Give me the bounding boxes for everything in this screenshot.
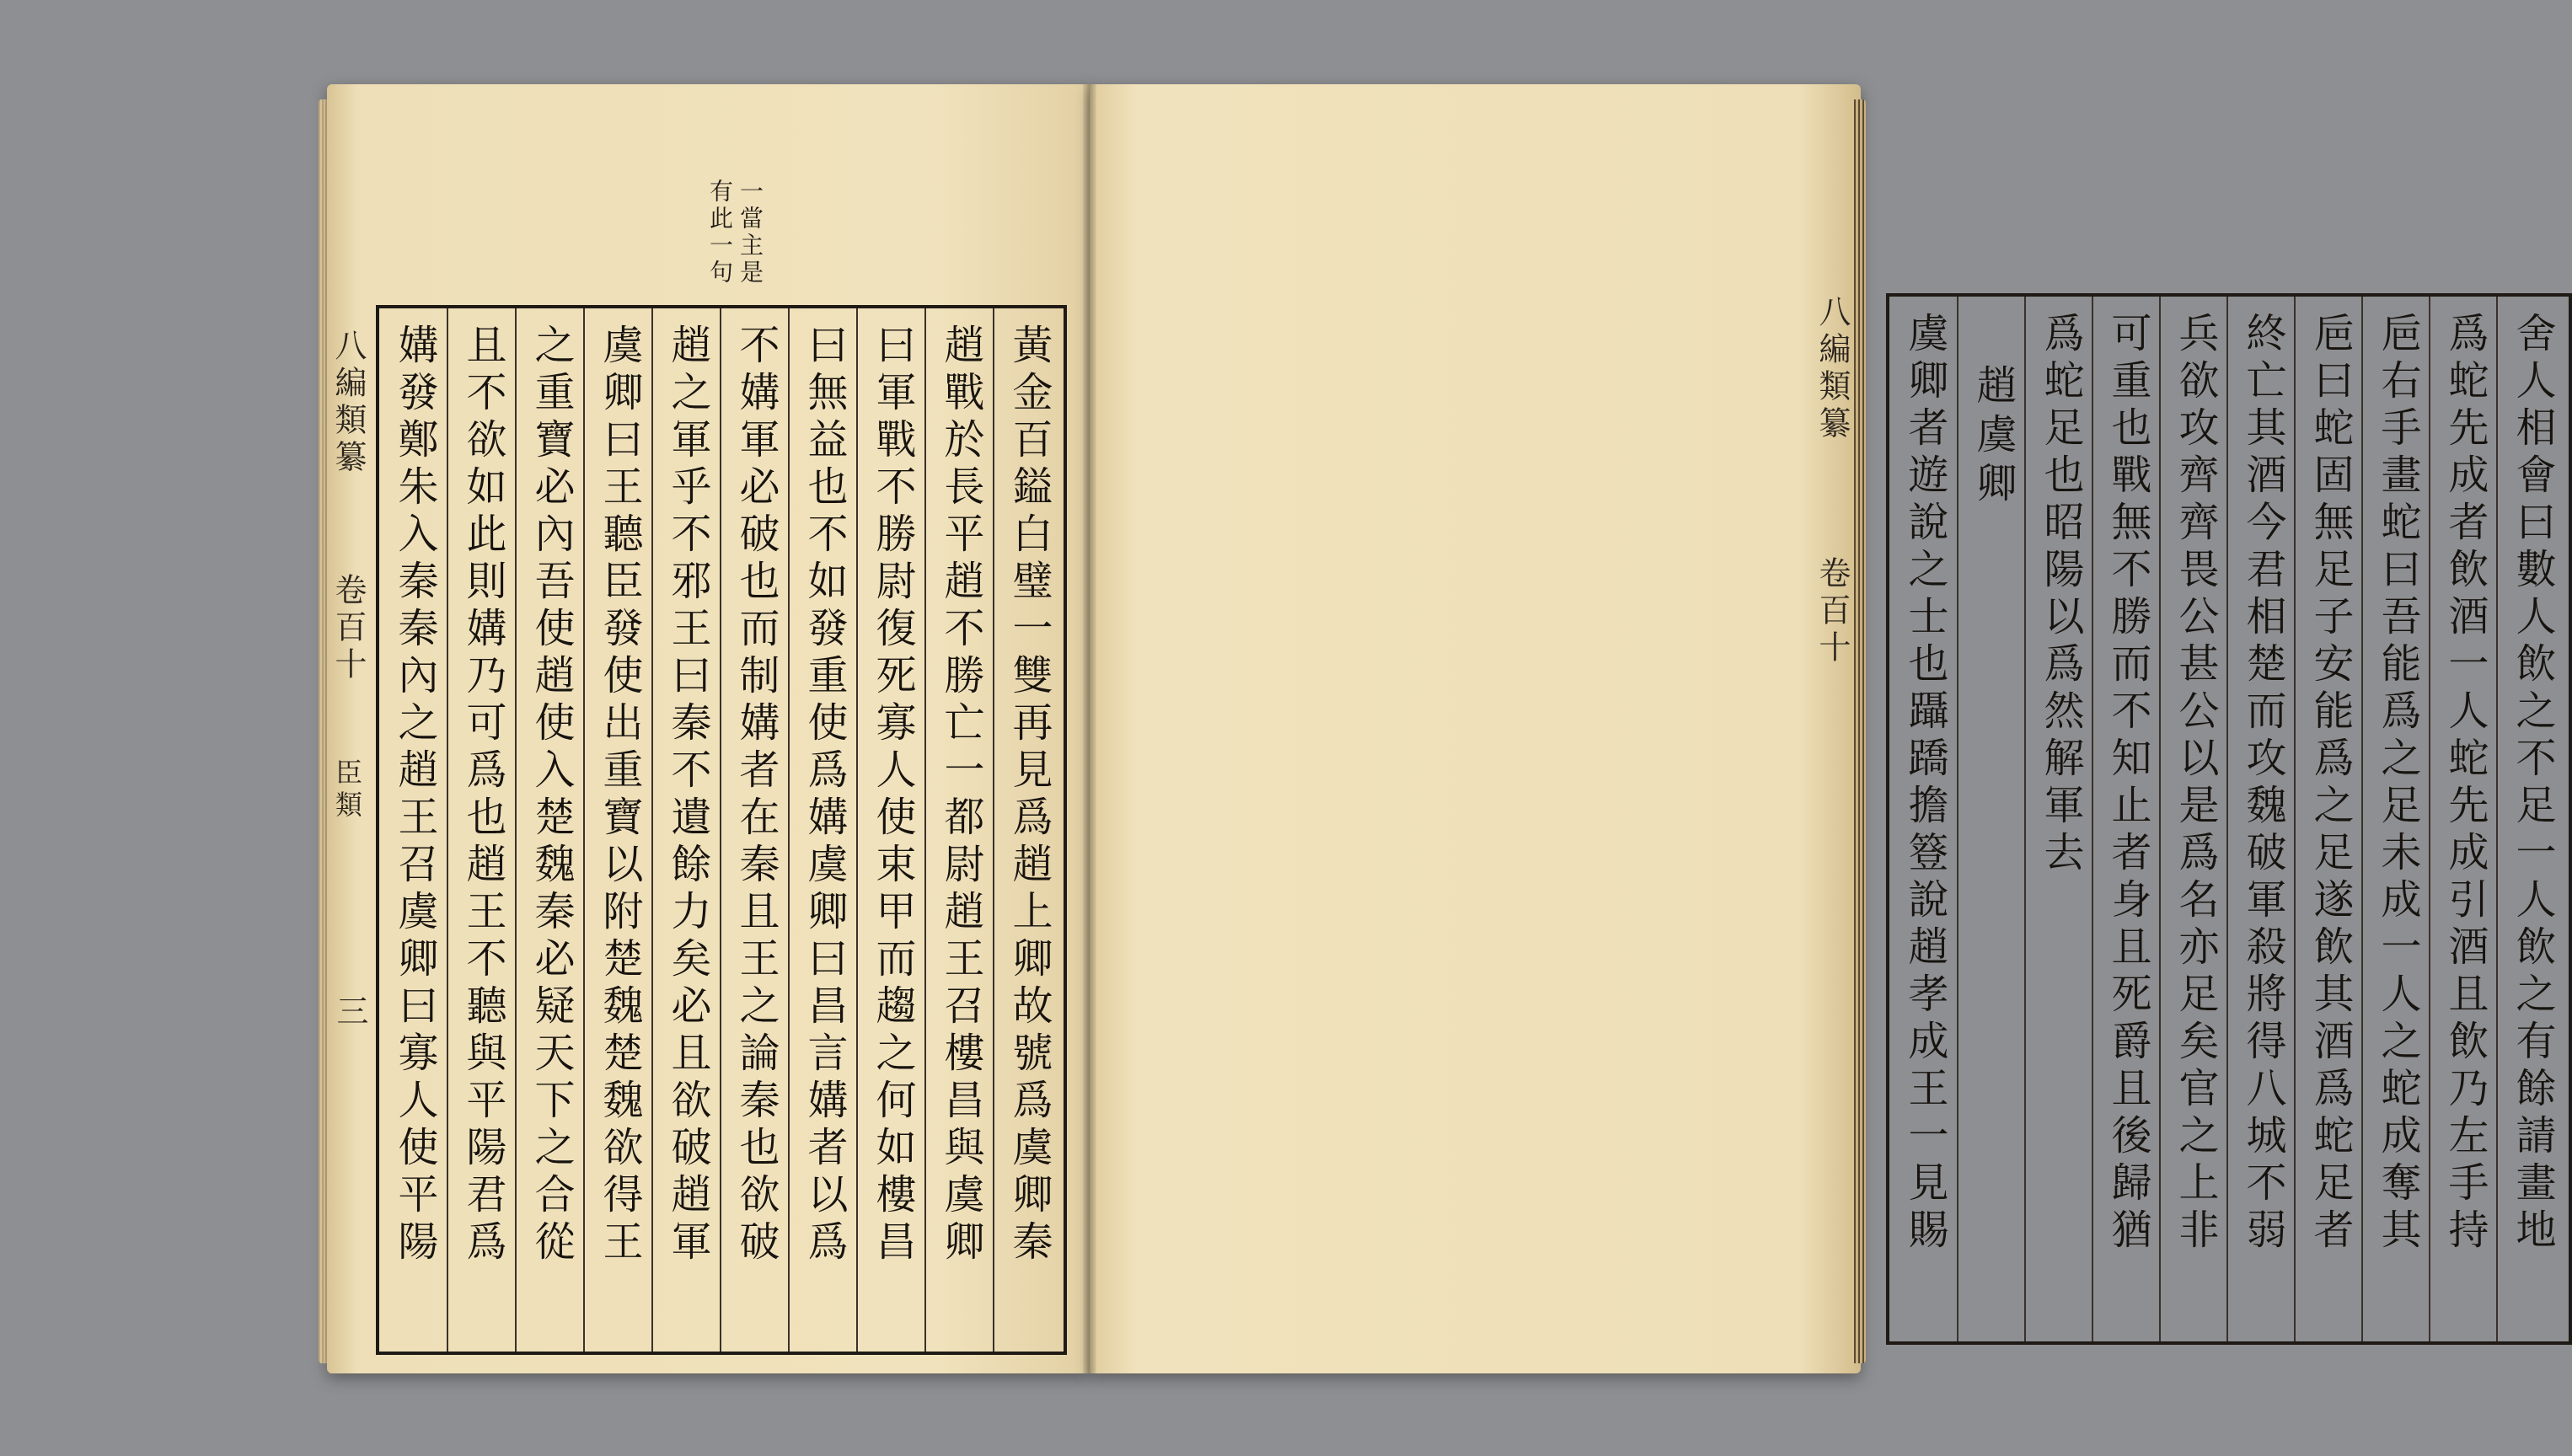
right-column-1: 舍人相會曰數人飲之不足一人飲之有餘請畫地 bbox=[2509, 312, 2556, 1255]
margin-note-line-1: 一當主是 bbox=[737, 179, 764, 286]
left-column-3: 曰軍戰不勝尉復死寡人使束甲而趨之何如樓昌 bbox=[869, 324, 916, 1267]
margin-note-line-2: 有此一句 bbox=[706, 179, 734, 286]
left-page bbox=[327, 84, 1090, 1373]
right-column-8: 爲蛇足也昭陽以爲然解軍去 bbox=[2037, 312, 2084, 878]
right-column-6: 兵欲攻齊齊畏公甚公以是爲名亦足矣官之上非 bbox=[2172, 312, 2219, 1255]
right-column-4: 巵曰蛇固無足子安能爲之足遂飲其酒爲蛇足者 bbox=[2307, 312, 2354, 1255]
left-column-8: 之重寶必內吾使趙使入楚魏秦必疑天下之合從 bbox=[528, 324, 575, 1267]
right-column-10: 虞卿者遊說之士也躡蹻擔簦說趙孝成王一見賜 bbox=[1901, 312, 1948, 1255]
left-column-9: 且不欲如此則媾乃可爲也趙王不聽與平陽君爲 bbox=[459, 324, 506, 1267]
left-column-1: 黃金百鎰白璧一雙再見爲趙上卿故號爲虞卿秦 bbox=[1005, 324, 1053, 1267]
right-page bbox=[1090, 84, 2556, 1373]
right-side-margin-volume: 卷百十 bbox=[1814, 556, 1851, 667]
section-title: 趙虞卿 bbox=[1969, 364, 2017, 511]
left-text-frame bbox=[376, 305, 1067, 1355]
right-column-7: 可重也戰無不勝而不知止者身且死爵且後歸猶 bbox=[2104, 312, 2151, 1255]
left-side-margin-volume: 卷百十 bbox=[330, 573, 367, 684]
right-column-2: 爲蛇先成者飲酒一人蛇先成引酒且飲乃左手持 bbox=[2441, 312, 2489, 1255]
left-column-6: 趙之軍乎不邪王曰秦不遺餘力矣必且欲破趙軍 bbox=[664, 324, 711, 1267]
left-side-margin-folio: 三 bbox=[331, 994, 368, 1031]
right-column-5: 終亡其酒今君相楚而攻魏破軍殺將得八城不弱 bbox=[2239, 312, 2286, 1255]
left-column-2: 趙戰於長平趙不勝亡一都尉趙王召樓昌與虞卿 bbox=[937, 324, 984, 1267]
left-column-7: 虞卿曰王聽臣發使出重寶以附楚魏楚魏欲得王 bbox=[596, 324, 643, 1267]
left-column-10: 媾發鄭朱入秦秦內之趙王召虞卿曰寡人使平陽 bbox=[391, 324, 438, 1267]
page-edges-right bbox=[1854, 99, 1866, 1363]
left-column-5: 不媾軍必破也而制媾者在秦且王之論秦也欲破 bbox=[732, 324, 780, 1267]
right-text-frame bbox=[1886, 293, 2572, 1345]
book-gutter bbox=[1083, 84, 1096, 1373]
right-column-3: 巵右手畫蛇曰吾能爲之足未成一人之蛇成奪其 bbox=[2374, 312, 2421, 1255]
right-side-margin-title: 八編類纂 bbox=[1814, 295, 1851, 443]
open-book bbox=[327, 84, 2556, 1382]
left-side-margin-category: 臣類 bbox=[331, 758, 363, 822]
left-column-4: 曰無益也不如發重使爲媾虞卿曰昌言媾者以爲 bbox=[801, 324, 848, 1267]
left-side-margin-title: 八編類纂 bbox=[330, 329, 367, 477]
